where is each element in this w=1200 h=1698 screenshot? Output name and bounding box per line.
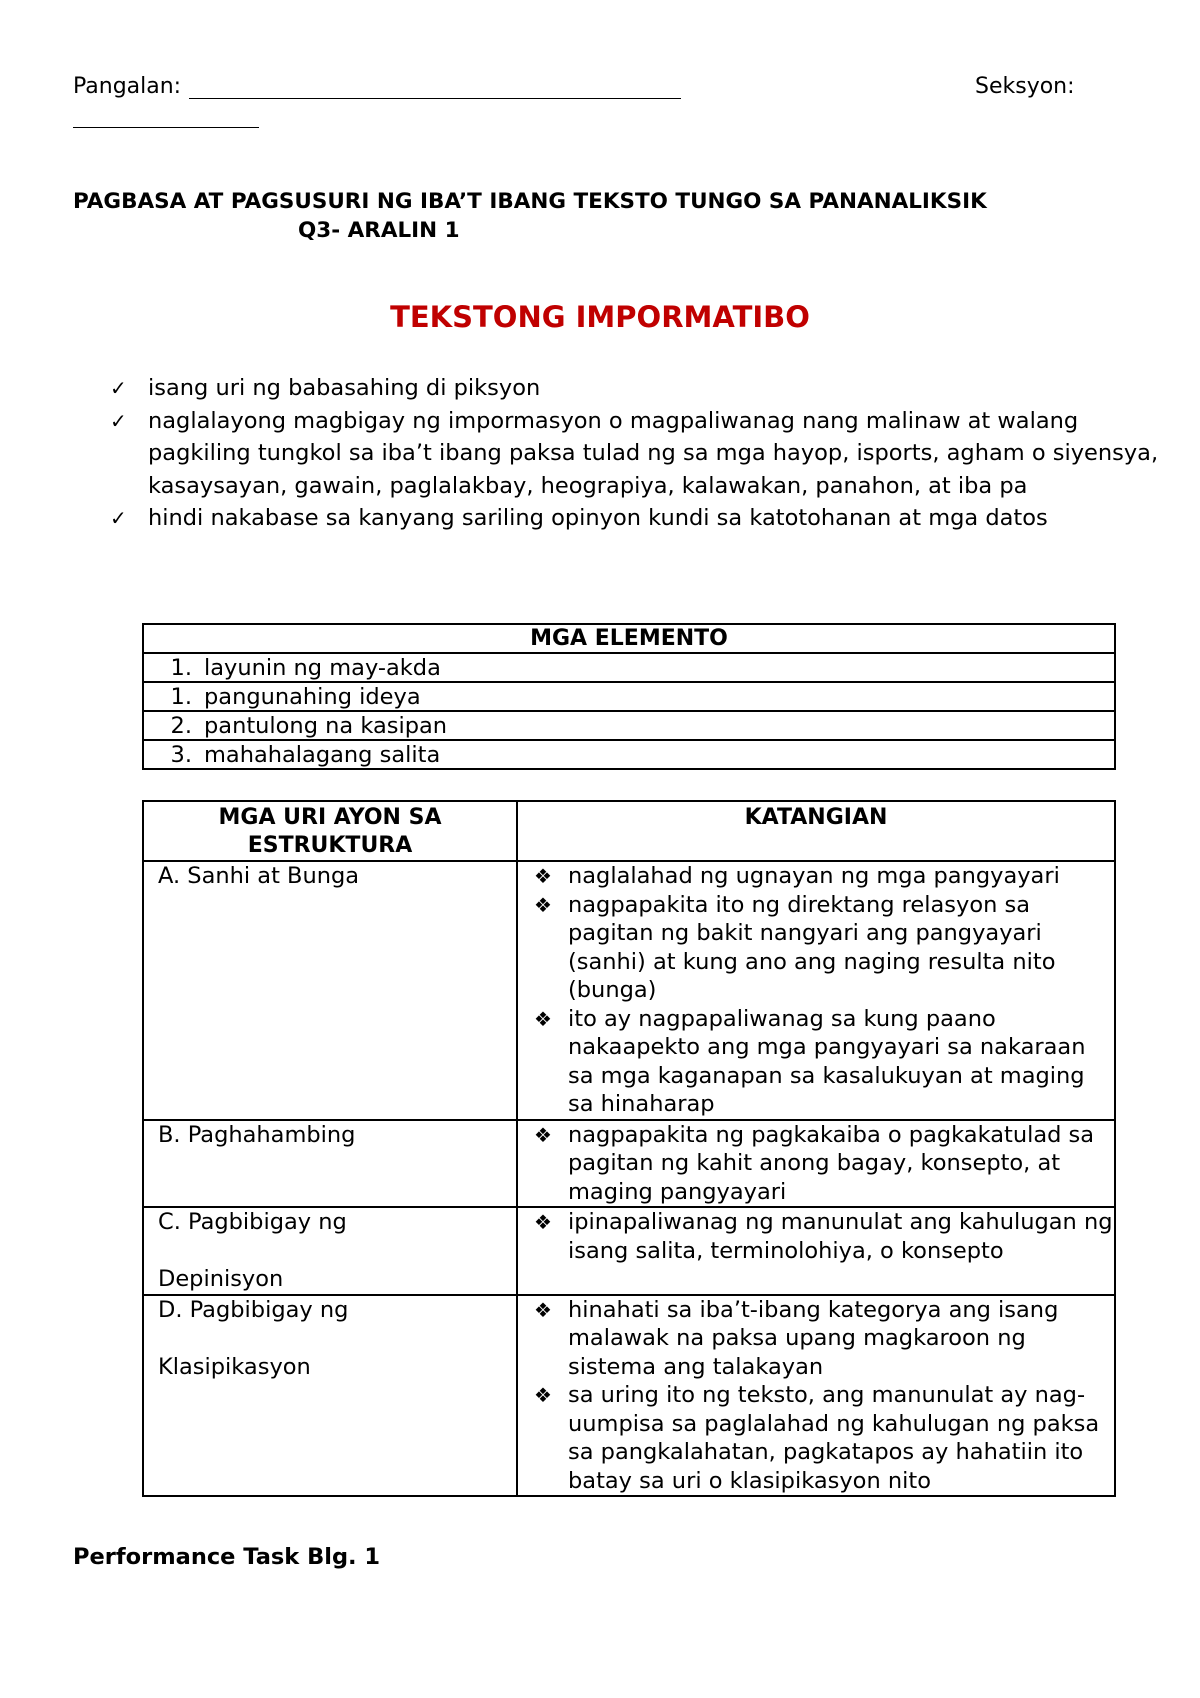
section-label: Seksyon: [975,74,1075,99]
diamond-bullet-icon: ❖ [534,1383,552,1407]
elements-table [142,623,1116,770]
table-row: 3. mahahalagang salita [143,740,1115,769]
checkmark-icon: ✓ [110,408,127,433]
type-label: B. Paghahambing [158,1121,356,1148]
traits-list [532,1296,1114,1496]
types-table-header-row [143,801,1115,861]
table-row: 1. pangunahing ideya [143,682,1115,711]
diamond-bullet-icon: ❖ [534,864,552,888]
list-item: ✓ isang uri ng babasahing di piksyon [110,372,1160,405]
traits-list [532,1208,1114,1265]
types-col-header: MGA URI AYON SA ESTRUKTURA [143,801,517,861]
section-blank[interactable] [73,127,259,128]
table-row [143,1120,1115,1208]
diamond-bullet-icon: ❖ [534,1006,552,1031]
list-item: ❖ naglalahad ng ugnayan ng mga pangyayari [534,863,1060,889]
type-label-cont: Klasipikasyon [158,1353,311,1380]
type-label-cont: Depinisyon [158,1266,284,1292]
performance-task-heading: Performance Task Blg. 1 [73,1544,381,1570]
intro-bullet-list [110,372,1160,535]
table-row [143,1207,1115,1295]
list-item: ❖ sa uring ito ng teksto, ang manunulat ay nag-uumpisa sa paglalahad ng kahulugan ng paksa sa pangkalahatan, pagkatapos ay hahatiin ito batay sa uri o klasipikasyon nito [534,1382,1100,1494]
traits-col-header: KATANGIAN [517,801,1115,861]
diamond-bullet-icon: ❖ [534,1297,552,1322]
elements-table-header: MGA ELEMENTO [143,624,1115,653]
list-item: ❖ hinahati sa iba’t-ibang kategorya ang isang malawak na paksa upang magkaroon ng sistema ang talakayan [534,1296,1059,1380]
table-row: 2. pantulong na kasipan [143,711,1115,740]
type-label: C. Pagbibigay ng [158,1209,347,1235]
name-blank[interactable] [189,76,681,99]
type-label: A. Sanhi at Bunga [158,863,360,889]
list-item: ❖ nagpapakita ito ng direktang relasyon sa pagitan ng bakit nangyari ang pangyayari (sanhi) at kung ano ang naging resulta nito (bunga) [534,891,1056,1003]
traits-list [532,862,1114,1119]
list-item: ❖ nagpapakita ng pagkakaiba o pagkakatulad sa pagitan ng kahit anong bagay, konsepto, at maging pangyayari [534,1121,1095,1205]
checkmark-icon: ✓ [110,376,127,400]
table-row [143,861,1115,1120]
list-item: ❖ ito ay nagpapaliwanag sa kung paano nakaapekto ang mga pangyayari sa nakaraan sa mga kaganapan sa kasalukuyan at maging sa hinaharap [534,1005,1086,1117]
list-item: ✓ naglalayong magbigay ng impormasyon o magpaliwanag nang malinaw at walang pagkiling tungkol sa iba’t ibang paksa tulad ng sa mga hayop, isports, agham o siyensya, kasaysayan, gawain, paglalakbay, heograpiya, kalawakan, panahon, at iba pa [110,405,1160,503]
diamond-bullet-icon: ❖ [534,892,552,917]
checkmark-icon: ✓ [110,506,127,530]
list-item: ✓ hindi nakabase sa kanyang sariling opinyon kundi sa katotohanan at mga datos [110,502,1160,535]
lesson-label: Q3- ARALIN 1 [298,218,460,243]
name-label: Pangalan: [73,74,182,99]
name-line [73,74,681,99]
table-row [143,1295,1115,1497]
table-row: 1. layunin ng may-akda [143,653,1115,682]
diamond-bullet-icon: ❖ [534,1210,552,1234]
document-title: PAGBASA AT PAGSUSURI NG IBA’T IBANG TEKSTO TUNGO SA PANANALIKSIK [73,189,987,214]
main-heading: TEKSTONG IMPORMATIBO [390,300,810,334]
types-table [142,800,1116,1497]
diamond-bullet-icon: ❖ [534,1122,552,1147]
list-item: ❖ ipinapaliwanag ng manunulat ang kahulugan ng isang salita, terminolohiya, o konsepto [534,1209,1113,1264]
traits-list [532,1121,1114,1207]
type-label: D. Pagbibigay ng [158,1296,349,1323]
